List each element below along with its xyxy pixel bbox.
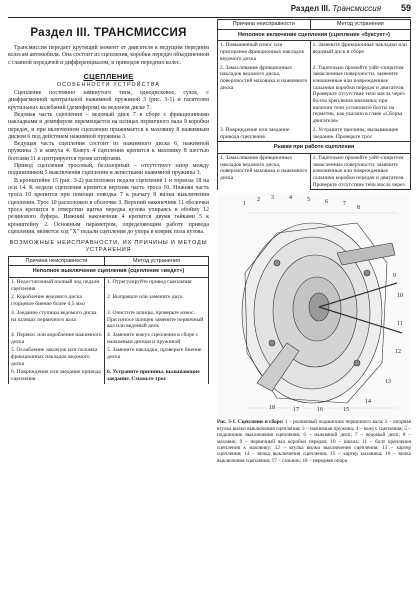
fix-cell: 3. Очистите шлицы, проверьте износ. При износе шлицев замените первичный вал или ведомый диск [105, 309, 209, 331]
section-title: Раздел III. ТРАНСМИССИЯ [30, 27, 187, 39]
cause-cell: 1. Недостаточный полный ход педали сцепления [9, 278, 105, 294]
cause-cell: 1. Повышенный износ или пригорание фрикционных накладок ведомого диска [218, 41, 311, 64]
intro-paragraph: Трансмиссия передает крутящий момент от двигателя к ведущим передним колесам автомобиля. Она состоит из сцепления, коробки передач объединенной с главной передачей и дифференциалом, и приводов передних колес. [8, 45, 209, 66]
body-paragraph: Привод сцепления тросовый, беззазорный – отсутствует зазор между подшипником 5 выключения сцепления и лепестками нажимной пружины 3. [8, 163, 209, 177]
figure-label: 2 [257, 197, 260, 204]
fix-cell: 6. Устраните причины, вызывающие заедание. Смажьте трос [105, 368, 209, 383]
table-row [9, 309, 209, 331]
clutch-subheading: ОСОБЕННОСТИ УСТРОЙСТВА [56, 81, 161, 88]
fix-cell: 1. Замените фрикционные накладки или ведомый диск в сборе [310, 41, 410, 64]
cause-cell: 6. Повреждение или заедание привода сцепления [9, 368, 105, 383]
table-section-title: Неполное выключение сцепления (сцепление «ведет») [9, 266, 209, 278]
figure-label: 12 [395, 349, 401, 356]
fix-cell: 1. Отрегулируйте привод сцепления [105, 278, 209, 294]
cause-cell: 1. Замасливание фрикционных накладок ведомого диска, поверхностей маховика и нажимного диска [218, 153, 311, 190]
body-paragraph: Ведомая часть сцепления – ведомый диск 7 в сборе с фрикционными накладками и демпфером перемещается на шлицах первичного вала 9 коробки передач, и при включенном сцеплении прижимается к маховику 8 нажимным диском 6 под действием нажимной пружины 3. [8, 111, 209, 140]
table-header-row [9, 256, 209, 266]
figure-label: 10 [397, 293, 403, 300]
figure-label: 16 [317, 407, 323, 414]
figure-label: 5 [307, 197, 310, 204]
table-section-row [218, 142, 411, 154]
figure-label: 15 [343, 407, 349, 414]
table-row [9, 368, 209, 383]
fix-cell: 2. Тщательно промойте уайт-спиритом замасленные поверхности, замените изношенные или поврежденные сальники коробки передач и двигателя. Проверьте отсутствие течи масла через болты крепления маховика; при наличии течи установите болты на герметик, как указано в главе «Сборка двигателя» [310, 64, 410, 126]
table-row [9, 293, 209, 308]
table-section-title: Неполное включение сцепления (сцепление «буксует») [218, 29, 411, 41]
figure-label: 6 [325, 199, 328, 206]
clutch-drawing [217, 193, 411, 417]
table-row [218, 41, 411, 64]
table-row [9, 346, 209, 368]
fix-cell: 5. Замените накладки, проверьте биение диска [105, 346, 209, 368]
figure-label: 13 [385, 379, 391, 386]
cause-cell: 3. Заедание ступицы ведомого диска на шлицах первичного вала [9, 309, 105, 331]
body-paragraph: В кронштейне 15 (рис. 3-2) расположен педали сцепления 1 и тормоза 18 на оси 14. К педали сцепления крепится верхняя часть троса 10. Нижняя часть троса 10 крепится при помощи поводка 7 к рычагу 8 вилки выключения сцепления. Трос 10 расположен в оболочке 3. Верхний наконечник 11 оболочки троса крепится в отверстии щитка передка кузова упираясь в обойму 12 резинового буфера. Нижний наконечник 4 крепится двумя гайками 5 к кронштейну 2. Основным параметром, определяющим работу привода сцепления, является ход "Х" педали сцепления до упора в коврик пола кузова. [8, 177, 209, 235]
header-section-label: Раздел III. [290, 4, 331, 13]
body-paragraph: Ведущая часть сцепления состоит из нажимного диска 6, нажимной пружины 3 и кожуха 4. Кожух 4 сцепления крепится к маховику 8 шестью болтами 11 и центрируется тремя штифтами. [8, 141, 209, 162]
fix-cell: 2. Выправьте или замените диск [105, 293, 209, 308]
table-row [218, 64, 411, 126]
figure-label: 7 [343, 201, 346, 208]
figure-label: 1 [243, 201, 246, 208]
page-header [8, 2, 411, 18]
table-header-row [218, 20, 411, 30]
table-section-row [218, 29, 411, 41]
table-section-row [9, 266, 209, 278]
column-header-cause: Причина неисправности [218, 20, 311, 30]
cause-cell: 2. Замасливание фрикционных накладок ведомого диска, поверхностей маховика и нажимного диска [218, 64, 311, 126]
header-section-name: Трансмиссия [332, 4, 381, 13]
faults-title: ВОЗМОЖНЫЕ НЕИСПРАВНОСТИ, ИХ ПРИЧИНЫ И МЕТОДЫ УСТРАНЕНИЯ [9, 240, 208, 253]
cause-cell: 3. Повреждение или заедание привода сцепления [218, 126, 311, 142]
figure-label: 3 [271, 195, 274, 202]
figure-caption-text: 1 – роликовый подшипник первичного вала; 2 – опорная втулка вилки выключения сцепления; 3 – нажимная пружина; 4 – кожух сцепления; 5 – подшипник выключения сцепления; 6 – нажимной диск; 7 – ведомый диск; 8 – маховик; 9 – первичный вал коробки передач; 10 – шкала; 11 – болт крепления сцепления к маховику; 12 – втулка вилки выключения сцепления; 13 – картер сцепления; 14 – вилка выключения сцепления; 15 – картер маховика; 16 – вилка выключения сцепления; 17 – сальник; 18 – передняя опора [217, 419, 411, 464]
figure-label: 18 [269, 405, 275, 412]
fix-cell: 1. Тщательно промойте уайт-спиритом замасленные поверхности, замените изношенные или поврежденные сальники коробки передач и двигателя. Проверьте отсутствие течи масла через [310, 153, 410, 190]
fix-cell: 4. Замените кожух сцепления в сборе с нажимным диском и пружиной [105, 331, 209, 346]
column-header-fix: Метод устранения [105, 256, 209, 266]
cause-cell: 4. Перекос или коробление нажимного диска [9, 331, 105, 346]
figure-label: 17 [293, 407, 299, 414]
figure-caption-title: Рис. 3-1. Сцепление в сборе: [217, 419, 284, 426]
faults-table-left [8, 256, 209, 384]
table-section-title: Рывки при работе сцепления [218, 142, 411, 154]
figure-label: 4 [289, 195, 292, 202]
body-paragraph: Сцепление постоянно замкнутого типа, однодисковое, сухое, с диафрагменной центральной нажимной пружиной 3 (рис. 3-1) и гасителем крутильных колебаний (демпфером) на ведомом диске 7. [8, 89, 209, 111]
figure-label: 14 [365, 399, 371, 406]
fix-cell: 3. Устраните причины, вызывающие заедание. Проверьте трос [310, 126, 410, 142]
table-row [218, 153, 411, 190]
running-header [291, 4, 381, 13]
cause-cell: 5. Ослабление заклепок или поломка фрикционных накладок ведомого диска [9, 346, 105, 368]
clutch-assembly-figure [217, 193, 411, 417]
cause-cell: 2. Коробление ведомого диска (торцевое биение более 0,5 мм) [9, 293, 105, 308]
clutch-heading: СЦЕПЛЕНИЕ [83, 71, 134, 81]
column-header-cause: Причина неисправности [9, 256, 105, 266]
left-column [8, 19, 209, 595]
figure-caption [217, 419, 411, 463]
figure-label: 9 [393, 273, 396, 280]
table-row [218, 126, 411, 142]
column-header-fix: Метод устранения [310, 20, 410, 30]
right-column [217, 19, 411, 595]
table-row [9, 278, 209, 294]
figure-label: 8 [357, 205, 360, 212]
table-row [9, 331, 209, 346]
faults-table-right [217, 19, 411, 190]
page-number: 59 [400, 3, 411, 13]
figure-label: 11 [397, 321, 403, 328]
